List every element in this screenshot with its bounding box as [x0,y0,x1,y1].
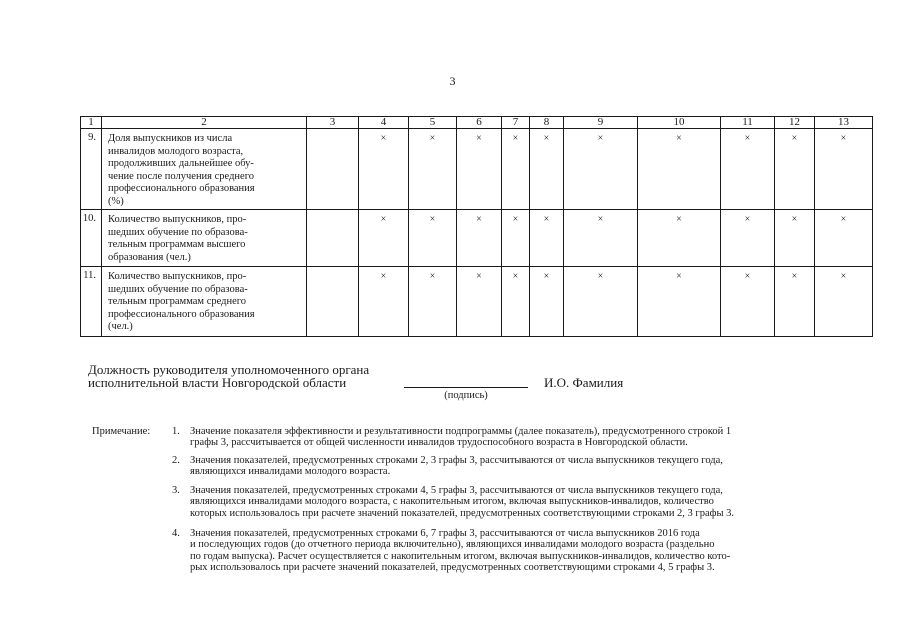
cross-mark: × [815,267,873,337]
description-line: шедших обучение по образова- [108,226,248,238]
cross-mark: × [530,210,564,267]
table-row [81,210,873,267]
note-line: являющихся инвалидами молодого возраста, с накопительным итогом, включая выпускников-инвалидов, количество [190,496,714,508]
cross-mark: × [409,267,457,337]
cross-mark: × [564,267,638,337]
cross-mark: × [359,210,409,267]
cross-mark: × [775,267,815,337]
header-row [81,117,873,129]
position-line: исполнительной власти Новгородской области [88,375,347,390]
note-line: по годам выпуска). Расчет осуществляется с накопительным итогом, включая выпускников-инвалидов, количество кото- [190,550,731,562]
cross-mark: × [502,267,530,337]
description-line: тельным программам высшего [108,239,246,251]
description-line: (чел.) [108,321,133,333]
description-line: чение после получения среднего [108,170,254,182]
notes-label: Примечание: [92,426,151,437]
description-line: инвалидов молодого возраста, [108,145,244,157]
note-number: 4. [172,528,180,539]
row-number: 10. [81,210,102,267]
cross-mark: × [815,210,873,267]
row-number: 11. [81,267,102,337]
cross-mark: × [409,129,457,210]
header-cell: 11 [721,117,775,129]
note-number: 1. [172,426,180,437]
cross-mark: × [815,129,873,210]
signatory-position [88,363,369,389]
header-cell: 12 [775,117,815,129]
signature-caption: (подпись) [444,390,488,401]
signature-line [404,387,528,388]
table-row [81,267,873,337]
description-line: Доля выпускников из числа [108,133,233,144]
note-line: графы 3, рассчитывается от общей численности инвалидов трудоспособного возраста в Новгородской области. [190,437,688,449]
value-cell [307,267,359,337]
note-line: Значения показателей, предусмотренных строками 2, 3 графы 3, рассчитываются от числа выпускников текущего года, [190,455,723,466]
cross-mark: × [502,210,530,267]
note-line: Значение показателя эффективности и результативности подпрограммы (далее показатель), предусмотренного строкой 1 [190,426,732,437]
note-text [190,485,830,519]
description-line: Количество выпускников, про- [108,214,247,225]
cross-mark: × [564,129,638,210]
row-number: 9. [81,129,102,210]
header-cell: 1 [81,117,102,129]
table-row [81,129,873,210]
cross-mark: × [564,210,638,267]
note-text [190,528,830,573]
description-line: шедших обучение по образова- [108,283,248,295]
note-line: рых использовалось при расчете значений показателей, предусмотренных соответствующими строками 4, 5 графы 3. [190,561,715,573]
note-number: 3. [172,485,180,496]
cross-mark: × [721,210,775,267]
cross-mark: × [775,129,815,210]
header-cell: 5 [409,117,457,129]
cross-mark: × [530,267,564,337]
cross-mark: × [775,210,815,267]
value-cell [307,129,359,210]
description-line: продолживших дальнейшее обу- [108,158,254,170]
note-text [190,426,830,449]
cross-mark: × [530,129,564,210]
header-cell: 3 [307,117,359,129]
cross-mark: × [638,267,721,337]
note-line: являющихся инвалидами молодого возраста. [190,466,391,478]
header-cell: 9 [564,117,638,129]
header-cell: 4 [359,117,409,129]
signatory-name: И.О. Фамилия [544,375,624,390]
description-line: профессионального образования [108,308,255,320]
note-line: Значения показателей, предусмотренных строками 4, 5 графы 3, рассчитываются от числа выпускников текущего года, [190,485,723,496]
cross-mark: × [457,267,502,337]
cross-mark: × [502,129,530,210]
note-line: которых использовалось при расчете значений показателей, предусмотренных соответствующими строками 2, 3 графы 3. [190,507,735,519]
cross-mark: × [721,267,775,337]
description-line: Количество выпускников, про- [108,271,247,282]
cross-mark: × [638,129,721,210]
cross-mark: × [721,129,775,210]
header-cell: 13 [815,117,873,129]
cross-mark: × [457,129,502,210]
header-cell: 7 [502,117,530,129]
row-description [102,129,307,210]
indicators-table [80,116,873,337]
position-line: Должность руководителя уполномоченного органа [88,362,370,377]
header-cell: 8 [530,117,564,129]
description-line: образования (чел.) [108,251,191,263]
row-description [102,210,307,267]
description-line: (%) [108,195,124,207]
description-line: профессионального образования [108,183,255,195]
cross-mark: × [359,267,409,337]
cross-mark: × [457,210,502,267]
cross-mark: × [638,210,721,267]
cross-mark: × [359,129,409,210]
value-cell [307,210,359,267]
header-cell: 2 [102,117,307,129]
header-cell: 10 [638,117,721,129]
description-line: тельным программам среднего [108,296,247,308]
cross-mark: × [409,210,457,267]
row-description [102,267,307,337]
page-number: 3 [449,74,456,88]
note-number: 2. [172,455,180,466]
note-text [190,455,830,478]
header-cell: 6 [457,117,502,129]
note-line: Значения показателей, предусмотренных строками 6, 7 графы 3, рассчитываются от числа выпускников 2016 года [190,528,700,539]
note-line: и последующих годов (до отчетного периода включительно), являющихся инвалидами молодого возраста (раздельно [190,539,715,551]
